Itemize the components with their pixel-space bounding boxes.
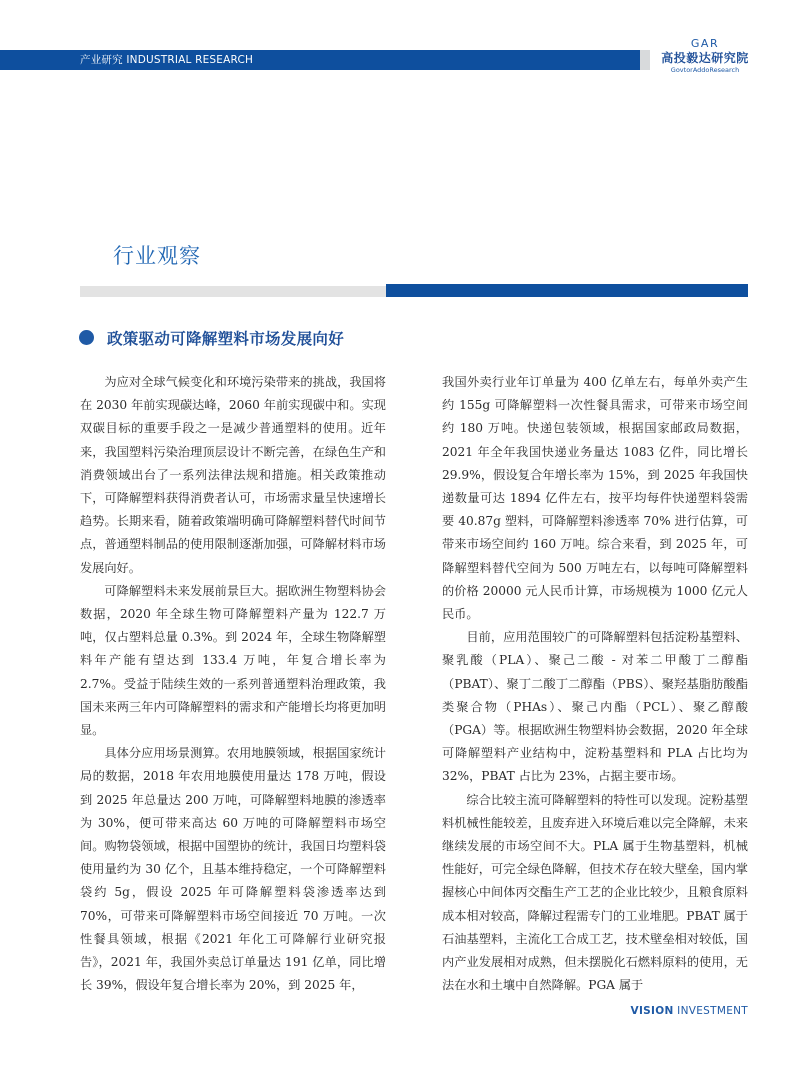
paragraph-continuation: 我国外卖行业年订单量为 400 亿单左右，每单外卖产生约 155g 可降解塑料一次性餐具需求，可带来市场空间约 180 万吨。快递包装领域，根据国家邮政局数据，2021 年全年我国快递业务量达 1083 亿件，同比增长 29.9%，假设复合年增长率为 15%，到 2025 年我国快递数量可达 1894 亿件左右，按平均每件快递塑料袋需要 40.87g 塑料，可降解塑料渗透率 70% 进行估算，可带来市场空间约 160 万吨。综合来看，到 2025 年，可降解塑料替代空间为 500 万吨左右，以每吨可降解塑料的价格 20000 元人民币计算，市场规模为 1000 亿元人民币。 [442,375,748,622]
paragraph: 可降解塑料未来发展前景巨大。据欧洲生物塑料协会数据，2020 年全球生物可降解塑料产量为 122.7 万吨，仅占塑料总量 0.3%。到 2024 年，全球生物降解塑料年产能有望达到 133.4 万吨，年复合增长率为 2.7%。受益于陆续生效的一系列普通塑料治理政策，我国未来两三年内可降解塑料的需求和产能增长均将更加明显。 [80,583,386,738]
right-column [442,371,748,997]
left-column [80,371,386,997]
footer-brand [631,1005,748,1017]
title-divider-blue [386,284,748,297]
logo-name-en: GovtorAddoResearch [670,66,740,74]
footer-brand-part1: VISION [630,1005,674,1017]
title-divider-grey [80,286,386,297]
logo-name-cn: 高投毅达研究院 [661,51,749,65]
bullet-icon [79,330,94,345]
paragraph: 具体分应用场景测算。农用地膜领域，根据国家统计局的数据，2018 年农用地膜使用量达 178 万吨，假设到 2025 年总量达 200 万吨，可降解塑料地膜的渗透率为 30%，便可带来高达 60 万吨的可降解塑料市场空间。购物袋领域，根据中国塑协的统计，我国日均塑料袋使用量约为 30 亿个，且基本维持稳定，一个可降解塑料袋约 5g，假设 2025 年可降解塑料袋渗透率达到 70%，可带来可降解塑料市场空间接近 70 万吨。一次性餐具领域，根据《2021 年化工可降解行业研究报告》，2021 年，我国外卖总订单量达 191 亿单，同比增长 39%，假设年复合增长率为 20%，到 2025 年， [80,746,386,993]
logo-abbr: GAR [690,37,720,50]
paragraph: 综合比较主流可降解塑料的特性可以发现。淀粉基塑料机械性能较差，且废弃进入环境后难以完全降解，未来继续发展的市场空间不大。PLA 属于生物基塑料，机械性能好，可完全绿色降解，但技术存在较大壁垒，国内掌握核心中间体丙交酯生产工艺的企业比较少，且粮食原料成本相对较高，降解过程需专门的工业堆肥。PBAT 属于石油基塑料，主流化工合成工艺，技术壁垒相对较低，国内产业发展相对成熟，但未摆脱化石燃料原料的使用，无法在水和土壤中自然降解。PGA 属于 [442,792,748,993]
paragraph: 目前，应用范围较广的可降解塑料包括淀粉基塑料、聚乳酸（PLA）、聚己二酸 - 对苯二甲酸丁二醇酯（PBAT）、聚丁二酸丁二醇酯（PBS）、聚羟基脂肪酸酯类聚合物（PHAs）、聚己内酯（PCL）、聚乙醇酸（PGA）等。根据欧洲生物塑料协会数据，2020 年全球可降解塑料产业结构中，淀粉基塑料和 PLA 占比均为 32%，PBAT 占比为 23%，占据主要市场。 [442,630,748,784]
header-section-label: 产业研究 INDUSTRIAL RESEARCH [80,54,254,66]
logo [650,37,760,83]
page-title: 行业观察 [113,244,201,268]
paragraph: 为应对全球气候变化和环境污染带来的挑战，我国将在 2030 年前实现碳达峰，2060 年前实现碳中和。实现双碳目标的重要手段之一是减少普通塑料的使用。近年来，我国塑料污染治理顶层设计不断完善，在绿色生产和消费领域出台了一系列法律法规和措施。相关政策推动下，可降解塑料获得消费者认可，市场需求量呈快速增长趋势。长期来看，随着政策端明确可降解塑料替代时间节点，普通塑料制品的使用限制逐渐加强，可降解材料市场发展向好。 [80,375,386,575]
footer-brand-part2: INVESTMENT [673,1005,748,1017]
header-grey-block [640,50,650,70]
section-subtitle: 政策驱动可降解塑料市场发展向好 [107,330,345,348]
